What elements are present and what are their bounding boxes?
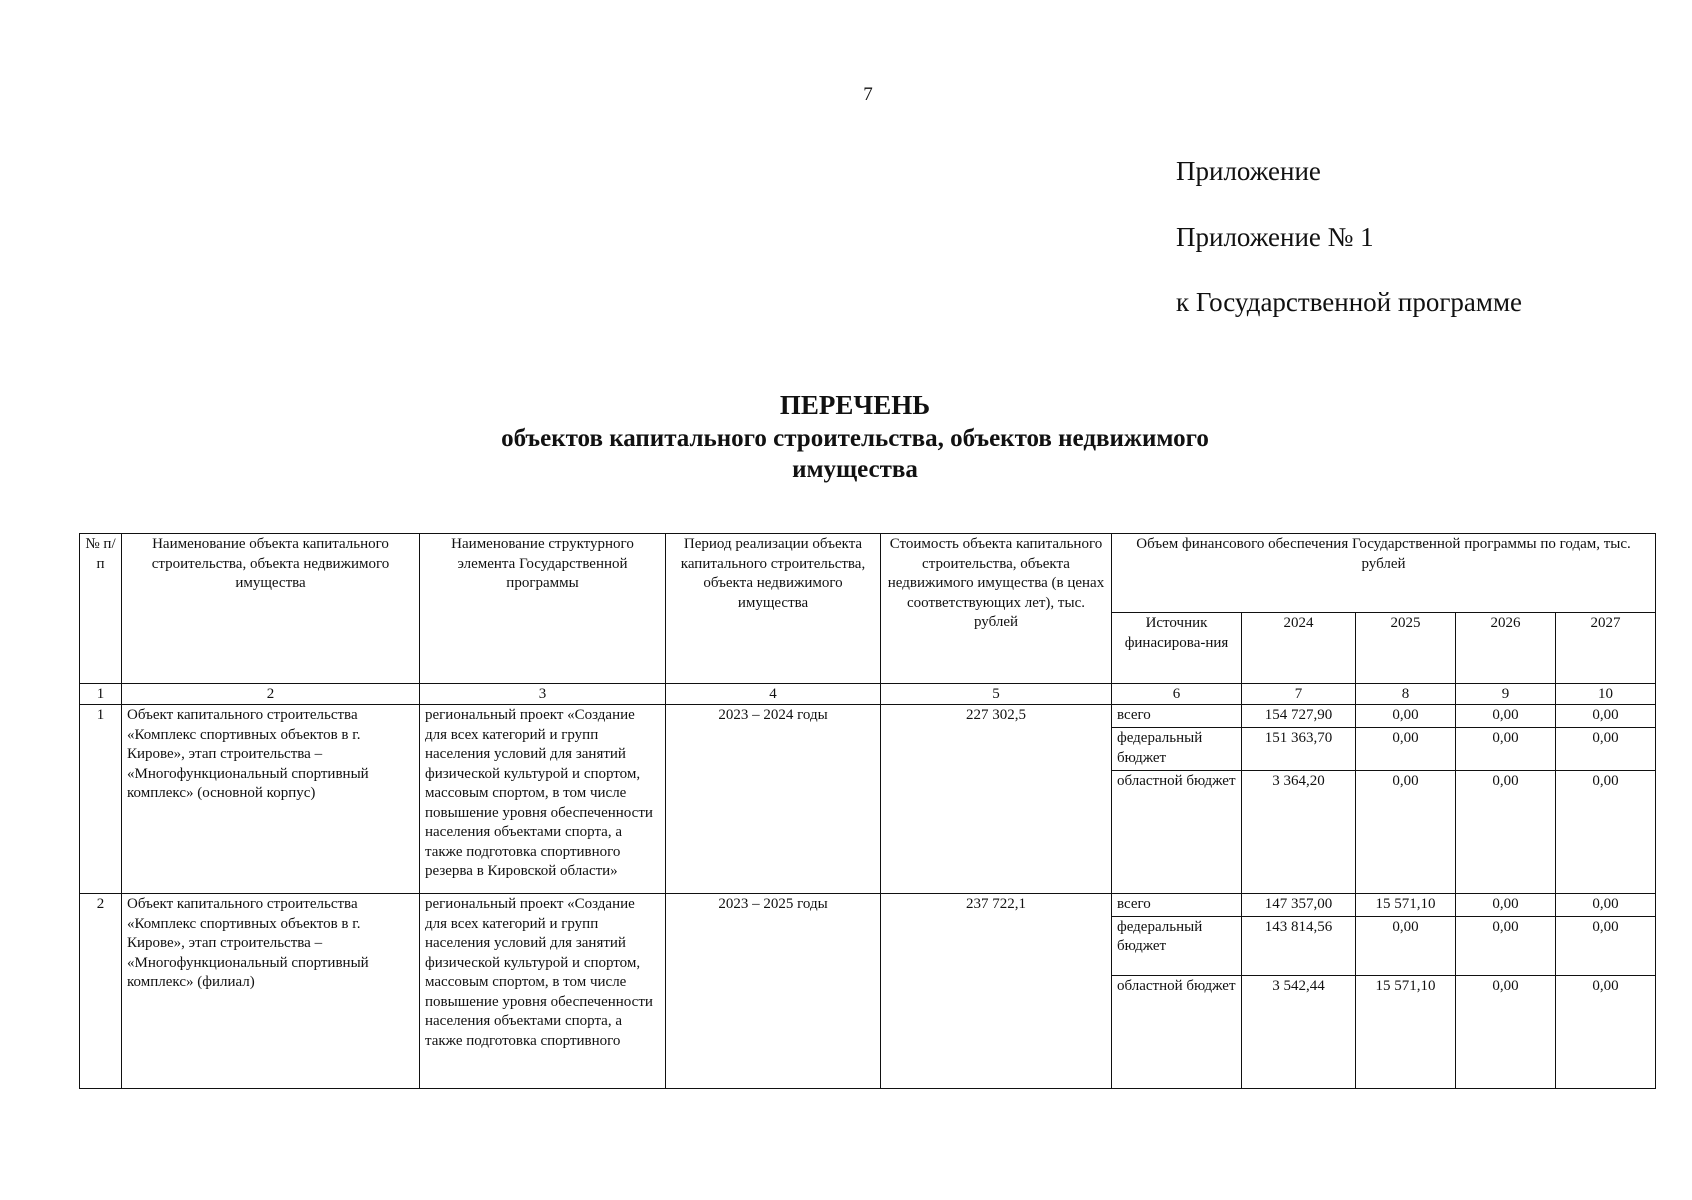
header-row-1 bbox=[80, 534, 1656, 613]
header-object-name: Наименование объекта капитального строительства, объекта недвижимого имущества bbox=[122, 534, 420, 684]
col-number-7: 7 bbox=[1242, 684, 1356, 705]
value-2024: 147 357,00 bbox=[1242, 894, 1356, 917]
col-number-9: 9 bbox=[1456, 684, 1556, 705]
value-2025: 15 571,10 bbox=[1356, 894, 1456, 917]
value-2024: 3 364,20 bbox=[1242, 771, 1356, 894]
col-number-2: 2 bbox=[122, 684, 420, 705]
value-2024: 151 363,70 bbox=[1242, 728, 1356, 771]
column-numbers-row bbox=[80, 684, 1656, 705]
source-name: областной бюджет bbox=[1112, 975, 1242, 1088]
annex-line-1: Приложение bbox=[1176, 156, 1321, 186]
header-year-2026: 2026 bbox=[1456, 613, 1556, 684]
header-year-2024: 2024 bbox=[1242, 613, 1356, 684]
source-name: федеральный бюджет bbox=[1112, 728, 1242, 771]
object-name-cell: Объект капитального строительства «Комплекс спортивных объектов в г. Кирове», этап строительства – «Многофункциональный спортивный комплекс» (филиал) bbox=[122, 894, 420, 1089]
table-row bbox=[80, 705, 1656, 728]
annex-line-3: к Государственной программе bbox=[1176, 287, 1523, 317]
value-2027: 0,00 bbox=[1556, 894, 1656, 917]
element-name-cell: региональный проект «Создание для всех категорий и групп населения условий для занятий физической культурой и спортом, массовым спортом, в том числе повышение уровня обеспеченности населения объектами спорта, а также подготовка спортивного bbox=[420, 894, 666, 1089]
value-2026: 0,00 bbox=[1456, 705, 1556, 728]
title-sub-line-2: имущества bbox=[792, 456, 918, 483]
header-source: Источник финасирова-ния bbox=[1112, 613, 1242, 684]
object-name-cell: Объект капитального строительства «Комплекс спортивных объектов в г. Кирове», этап строительства – «Многофункциональный спортивный комплекс» (основной корпус) bbox=[122, 705, 420, 894]
value-2027: 0,00 bbox=[1556, 705, 1656, 728]
page-number: 7 bbox=[863, 84, 873, 105]
objects-table bbox=[79, 533, 1656, 1089]
annex-line-2: Приложение № 1 bbox=[1176, 222, 1374, 252]
header-cost: Стоимость объекта капитального строительства, объекта недвижимого имущества (в ценах соответствующих лет), тыс. рублей bbox=[881, 534, 1112, 684]
source-name: всего bbox=[1112, 705, 1242, 728]
table-row bbox=[80, 894, 1656, 917]
col-number-6: 6 bbox=[1112, 684, 1242, 705]
value-2024: 154 727,90 bbox=[1242, 705, 1356, 728]
value-2026: 0,00 bbox=[1456, 916, 1556, 975]
header-volume: Объем финансового обеспечения Государственной программы по годам, тыс. рублей bbox=[1112, 534, 1656, 613]
value-2025: 0,00 bbox=[1356, 771, 1456, 894]
value-2026: 0,00 bbox=[1456, 975, 1556, 1088]
value-2025: 0,00 bbox=[1356, 728, 1456, 771]
element-name-cell: региональный проект «Создание для всех категорий и групп населения условий для занятий физической культурой и спортом, массовым спортом, в том числе повышение уровня обеспеченности населения объектами спорта, а также подготовка спортивного резерва в Кировской области» bbox=[420, 705, 666, 894]
value-2025: 15 571,10 bbox=[1356, 975, 1456, 1088]
title-main: ПЕРЕЧЕНЬ bbox=[779, 390, 931, 420]
cost-cell: 237 722,1 bbox=[881, 894, 1112, 1089]
col-number-4: 4 bbox=[666, 684, 881, 705]
value-2026: 0,00 bbox=[1456, 894, 1556, 917]
value-2027: 0,00 bbox=[1556, 916, 1656, 975]
col-number-8: 8 bbox=[1356, 684, 1456, 705]
header-element-name: Наименование структурного элемента Государственной программы bbox=[420, 534, 666, 684]
value-2024: 143 814,56 bbox=[1242, 916, 1356, 975]
value-2025: 0,00 bbox=[1356, 705, 1456, 728]
header-num: № п/п bbox=[80, 534, 122, 684]
header-year-2025: 2025 bbox=[1356, 613, 1456, 684]
value-2027: 0,00 bbox=[1556, 975, 1656, 1088]
value-2026: 0,00 bbox=[1456, 728, 1556, 771]
document-title bbox=[440, 389, 1270, 485]
value-2027: 0,00 bbox=[1556, 771, 1656, 894]
col-number-5: 5 bbox=[881, 684, 1112, 705]
value-2025: 0,00 bbox=[1356, 916, 1456, 975]
period-cell: 2023 – 2024 годы bbox=[666, 705, 881, 894]
cost-cell: 227 302,5 bbox=[881, 705, 1112, 894]
col-number-3: 3 bbox=[420, 684, 666, 705]
period-cell: 2023 – 2025 годы bbox=[666, 894, 881, 1089]
header-period: Период реализации объекта капитального строительства, объекта недвижимого имущества bbox=[666, 534, 881, 684]
source-name: областной бюджет bbox=[1112, 771, 1242, 894]
source-name: федеральный бюджет bbox=[1112, 916, 1242, 975]
row-number: 1 bbox=[80, 705, 122, 894]
value-2026: 0,00 bbox=[1456, 771, 1556, 894]
title-sub-line-1: объектов капитального строительства, объектов недвижимого bbox=[501, 424, 1209, 452]
value-2027: 0,00 bbox=[1556, 728, 1656, 771]
row-number: 2 bbox=[80, 894, 122, 1089]
header-year-2027: 2027 bbox=[1556, 613, 1656, 684]
col-number-10: 10 bbox=[1556, 684, 1656, 705]
value-2024: 3 542,44 bbox=[1242, 975, 1356, 1088]
col-number-1: 1 bbox=[80, 684, 122, 705]
source-name: всего bbox=[1112, 894, 1242, 917]
